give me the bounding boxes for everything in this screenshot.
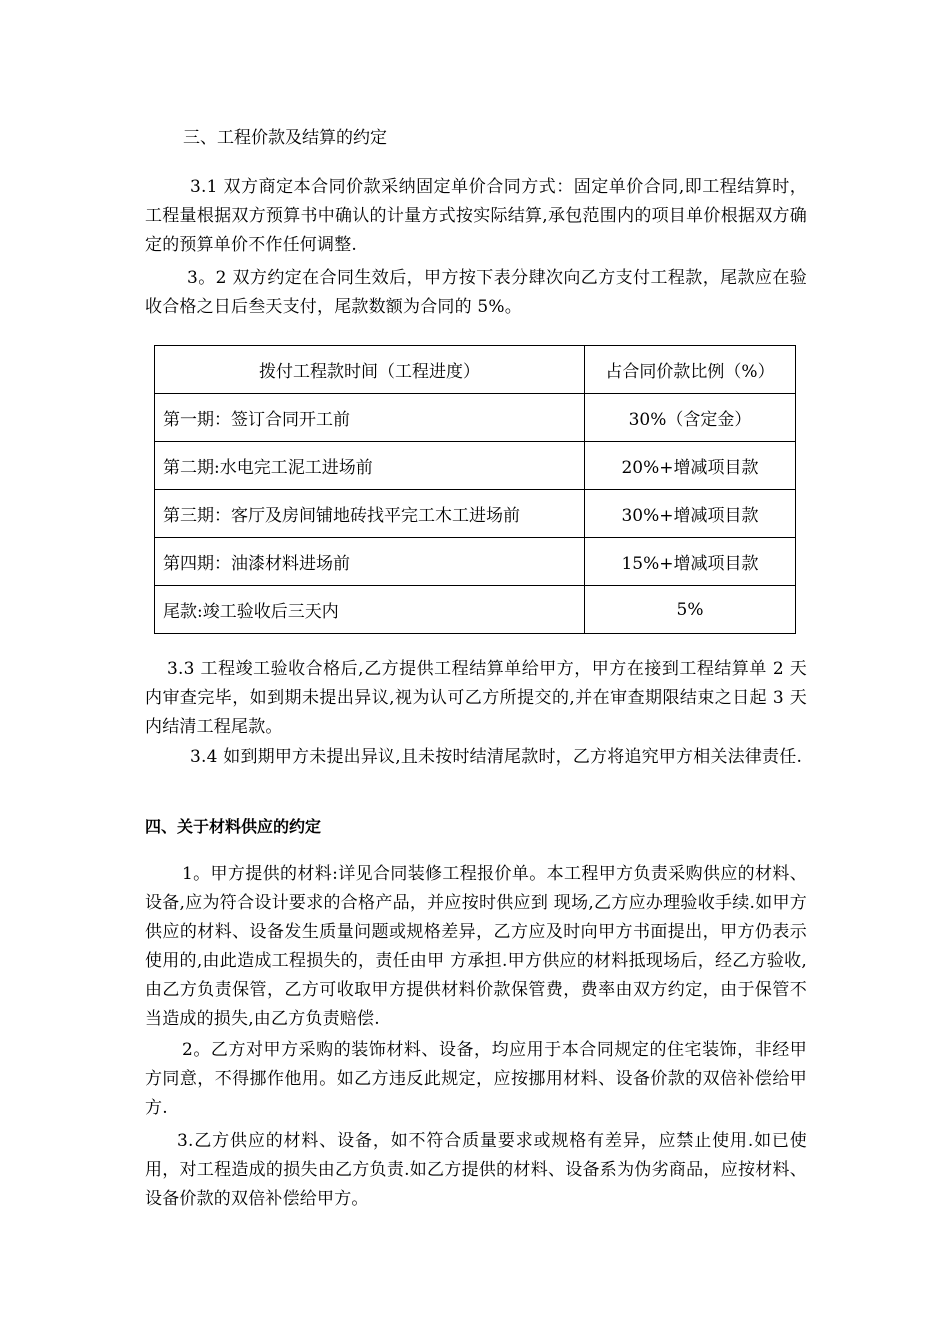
row-ratio-cell: 20%+增减项目款 (585, 442, 796, 490)
clause-3-4: 3.4 如到期甲方未提出异议,且未按时结清尾款时，乙方将追究甲方相关法律责任. (190, 747, 803, 767)
row-ratio-cell: 30%（含定金） (585, 394, 796, 442)
table-row (155, 442, 796, 490)
clause-3-1: 3.1 双方商定本合同价款采纳固定单价合同方式：固定单价合同,即工程结算时，工程量根据双方预算书中确认的计量方式按实际结算,承包范围内的项目单价根据双方确定的预算单价不作任何调整. (145, 177, 807, 255)
clause-3-3: 3.3 工程竣工验收合格后,乙方提供工程结算单给甲方，甲方在接到工程结算单 2 天内审查完毕，如到期未提出异议,视为认可乙方所提交的,并在审查期限结束之日起 3 天内结清工程尾款。 (145, 659, 807, 737)
material-clause-3: 3.乙方供应的材料、设备，如不符合质量要求或规格有差异，应禁止使用.如已使用，对工程造成的损失由乙方负责.如乙方提供的材料、设备系为伪劣商品，应按材料、设备价款的双倍补偿给甲方。 (145, 1131, 807, 1209)
row-stage-cell: 尾款:竣工验收后三天内 (155, 586, 585, 634)
row-ratio-cell: 5% (585, 586, 796, 634)
material-clause-1: 1。甲方提供的材料:详见合同装修工程报价单。本工程甲方负责采购供应的材料、设备,应为符合设计要求的合格产品，并应按时供应到 现场,乙方应办理验收手续.如甲方供应的材料、设备发生质量问题或规格差异，乙方应及时向甲方书面提出，甲方仍表示使用的,由此造成工程损失的，责任由甲 方承担.甲方供应的材料抵现场后，经乙方验收,由乙方负责保管，乙方可收取甲方提供材料价款保管费，费率由双方约定，由于保管不当造成的损失,由乙方负责赔偿. (145, 864, 807, 1029)
table-row (155, 394, 796, 442)
table-header-row (155, 346, 796, 394)
material-clause-2: 2。乙方对甲方采购的装饰材料、设备，均应用于本合同规定的住宅装饰，非经甲方同意，不得挪作他用。如乙方违反此规定，应按挪用材料、设备价款的双倍补偿给甲方. (145, 1040, 807, 1118)
payment-schedule-table (154, 345, 796, 634)
row-stage-cell: 第二期:水电完工泥工进场前 (155, 442, 585, 490)
row-ratio-cell: 30%+增减项目款 (585, 490, 796, 538)
table-row (155, 586, 796, 634)
row-stage-cell: 第三期：客厅及房间铺地砖找平完工木工进场前 (155, 490, 585, 538)
table-row (155, 538, 796, 586)
row-ratio-cell: 15%+增减项目款 (585, 538, 796, 586)
section-3-heading: 三、工程价款及结算的约定 (183, 128, 387, 148)
header-payment-time: 拨付工程款时间（工程进度） (155, 346, 585, 394)
row-stage-cell: 第四期：油漆材料进场前 (155, 538, 585, 586)
table-row (155, 490, 796, 538)
clause-3-2: 3。2 双方约定在合同生效后，甲方按下表分肆次向乙方支付工程款，尾款应在验收合格之日后叁天支付，尾款数额为合同的 5%。 (145, 268, 807, 317)
header-payment-ratio: 占合同价款比例（%） (585, 346, 796, 394)
section-4-heading: 四、关于材料供应的约定 (145, 817, 322, 836)
row-stage-cell: 第一期：签订合同开工前 (155, 394, 585, 442)
